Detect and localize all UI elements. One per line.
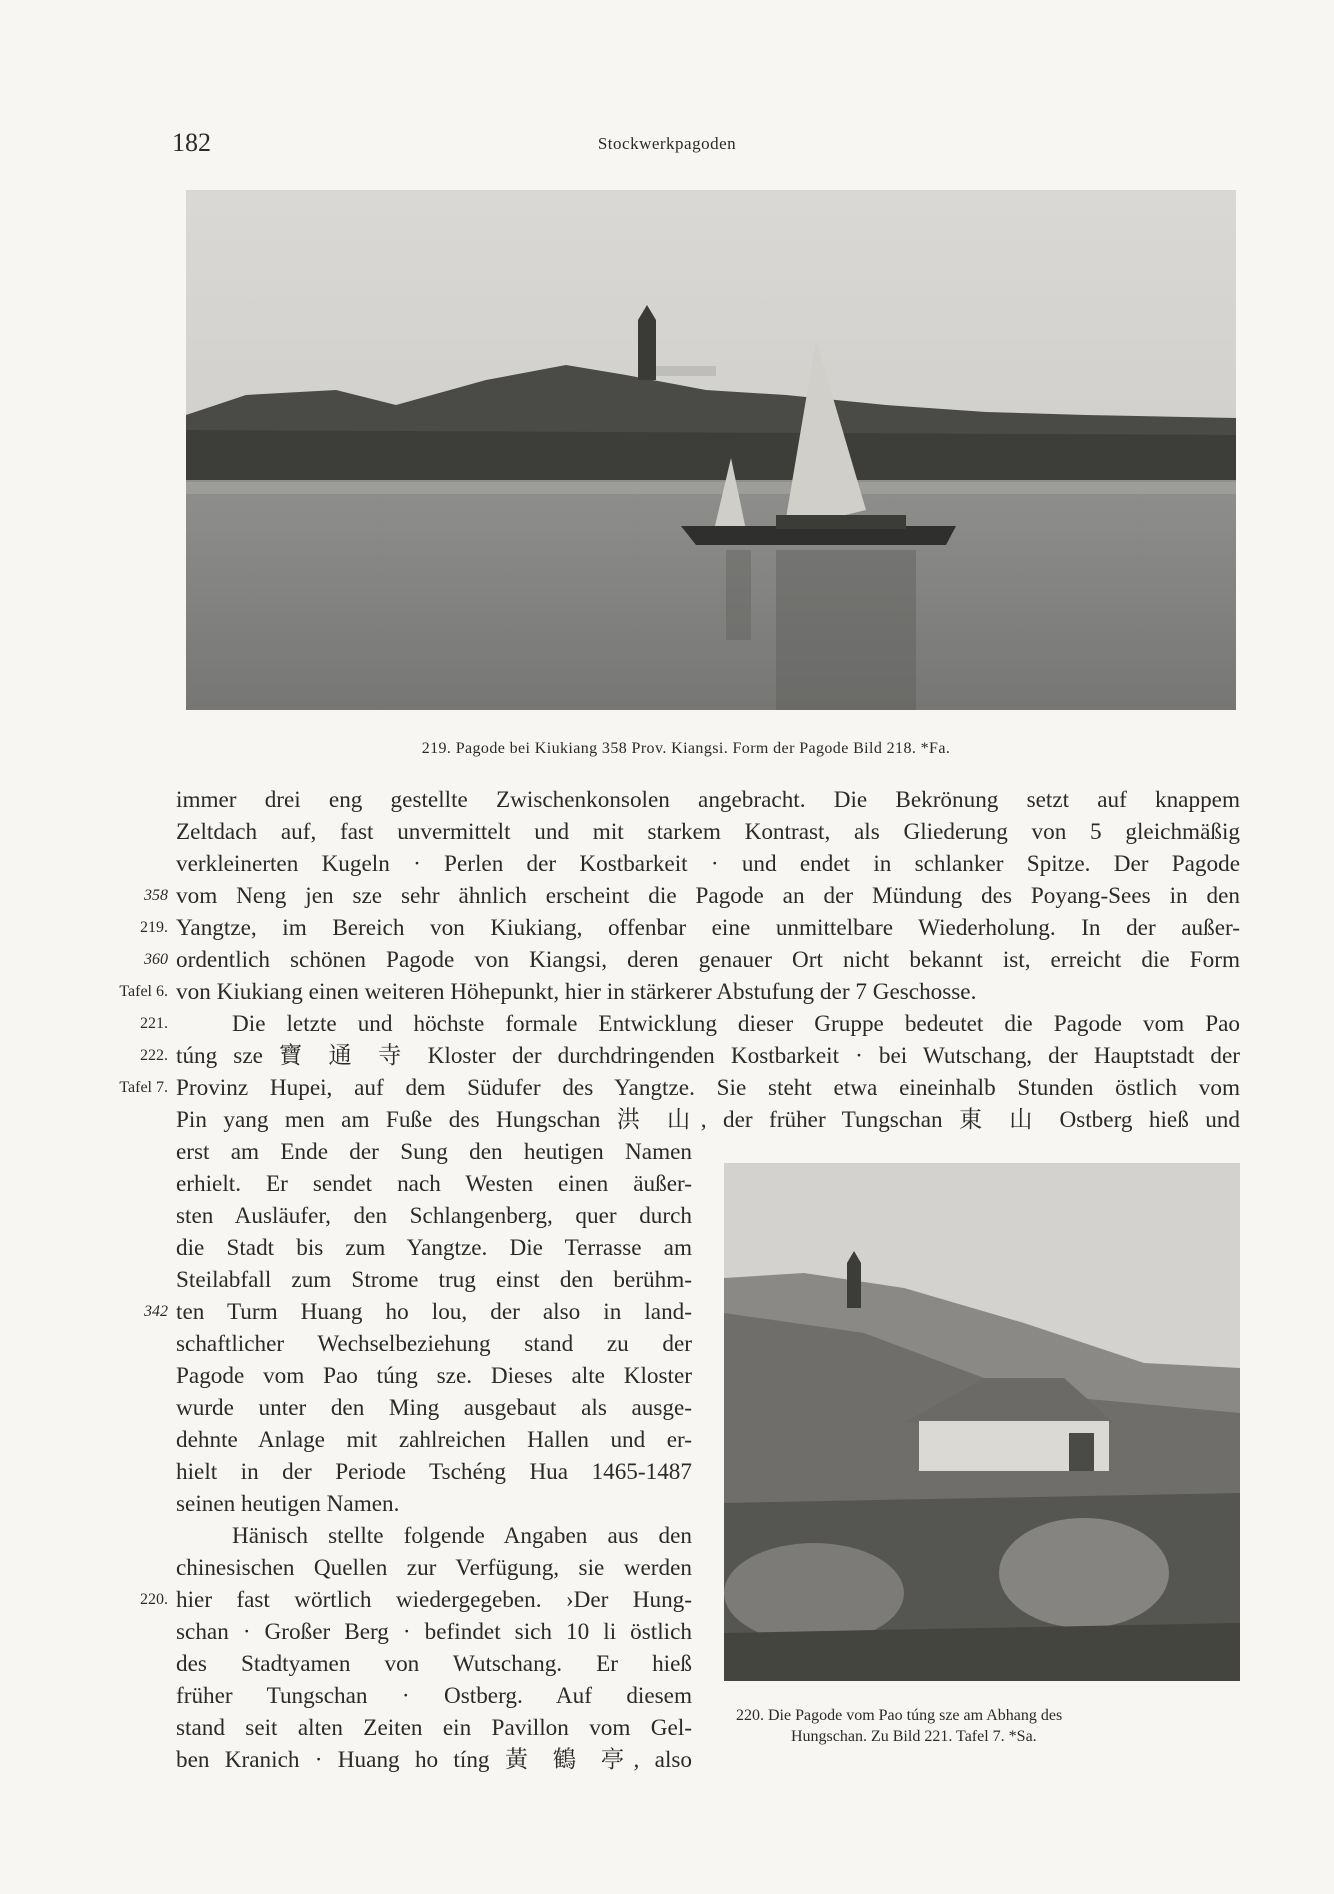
body-line: vom Neng jen sze sehr ähnlich erscheint die Pagode an der Mündung des Poyang-Sees in den: [176, 883, 1240, 909]
body-line: chinesischen Quellen zur Verfügung, sie werden: [176, 1555, 692, 1581]
body-line: Provinz Hupei, auf dem Südufer des Yangtze. Sie steht etwa eineinhalb Stunden östlich vom: [176, 1075, 1240, 1101]
margin-note: 222.: [140, 1047, 168, 1064]
body-line: ben Kranich · Huang ho tíng 黃 鶴 亭, also: [176, 1747, 692, 1773]
body-line: wurde unter den Ming ausgebaut als ausge-: [176, 1395, 692, 1421]
body-line: verkleinerten Kugeln · Perlen der Kostbarkeit · und endet in schlanker Spitze. Der Pagode: [176, 851, 1240, 877]
margin-note: 360: [144, 951, 168, 968]
body-line: schaftlicher Wechselbeziehung stand zu der: [176, 1331, 692, 1357]
body-line: Die letzte und höchste formale Entwicklung dieser Gruppe bedeutet die Pagode vom Pao: [232, 1011, 1240, 1037]
body-line: Zeltdach auf, fast unvermittelt und mit starkem Kontrast, als Gliederung von 5 gleichmäßig: [176, 819, 1240, 845]
body-line: die Stadt bis zum Yangtze. Die Terrasse am: [176, 1235, 692, 1261]
figure-220-caption-line2: Hungschan. Zu Bild 221. Tafel 7. *Sa.: [791, 1728, 1037, 1745]
figure-220-caption-line1: 220. Die Pagode vom Pao túng sze am Abhang des: [736, 1707, 1063, 1724]
margin-note: 220.: [140, 1591, 168, 1608]
body-line: ordentlich schönen Pagode von Kiangsi, deren genauer Ort nicht bekannt ist, erreicht die Form: [176, 947, 1240, 973]
body-line: dehnte Anlage mit zahlreichen Hallen und er-: [176, 1427, 692, 1453]
margin-note: 219.: [140, 919, 168, 936]
body-line: Pagode vom Pao túng sze. Dieses alte Kloster: [176, 1363, 692, 1389]
body-line: ten Turm Huang ho lou, der also in land-: [176, 1299, 692, 1325]
body-line: stand seit alten Zeiten ein Pavillon vom Gel-: [176, 1715, 692, 1741]
body-line: Hänisch stellte folgende Angaben aus den: [232, 1523, 692, 1549]
body-line: hielt in der Periode Tschéng Hua 1465-1487: [176, 1459, 692, 1485]
margin-note: 358: [144, 887, 168, 904]
body-line: Yangtze, im Bereich von Kiukiang, offenbar eine unmittelbare Wiederholung. In der außer-: [176, 915, 1240, 941]
figure-220-caption: [736, 1705, 1226, 1747]
figure-219-caption: 219. Pagode bei Kiukiang 358 Prov. Kiangsi. Form der Pagode Bild 218. *Fa.: [421, 740, 951, 757]
body-line: erhielt. Er sendet nach Westen einen äußer-: [176, 1171, 692, 1197]
margin-note: 342: [144, 1303, 168, 1320]
body-line: immer drei eng gestellte Zwischenkonsolen angebracht. Die Bekrönung setzt auf knappem: [176, 787, 1240, 813]
running-title: Stockwerkpagoden: [597, 134, 737, 153]
margin-note: Tafel 6.: [119, 983, 168, 1000]
body-line: Steilabfall zum Strome trug einst den berühm-: [176, 1267, 692, 1293]
figure-220-photo: [724, 1163, 1240, 1681]
body-line: sten Ausläufer, den Schlangenberg, quer durch: [176, 1203, 692, 1229]
body-line: schan · Großer Berg · befindet sich 10 li östlich: [176, 1619, 692, 1645]
body-line: des Stadtyamen von Wutschang. Er hieß: [176, 1651, 692, 1677]
body-line: früher Tungschan · Ostberg. Auf diesem: [176, 1683, 692, 1709]
body-line: seinen heutigen Namen.: [176, 1491, 400, 1517]
margin-note: Tafel 7.: [119, 1079, 168, 1096]
body-line: hier fast wörtlich wiedergegeben. ›Der Hung-: [176, 1587, 692, 1613]
body-line: von Kiukiang einen weiteren Höhepunkt, hier in stärkerer Abstufung der 7 Geschosse.: [176, 979, 977, 1005]
body-line: túng sze 寶 通 寺 Kloster der durchdringenden Kostbarkeit · bei Wutschang, der Hauptstadt der: [176, 1043, 1240, 1069]
body-line: Pin yang men am Fuße des Hungschan 洪 山, der früher Tungschan 東 山 Ostberg hieß und: [176, 1107, 1240, 1133]
figure-219-photo: [186, 190, 1236, 710]
margin-note: 221.: [140, 1015, 168, 1032]
body-line: erst am Ende der Sung den heutigen Namen: [176, 1139, 692, 1165]
page-number: 182: [172, 128, 211, 157]
